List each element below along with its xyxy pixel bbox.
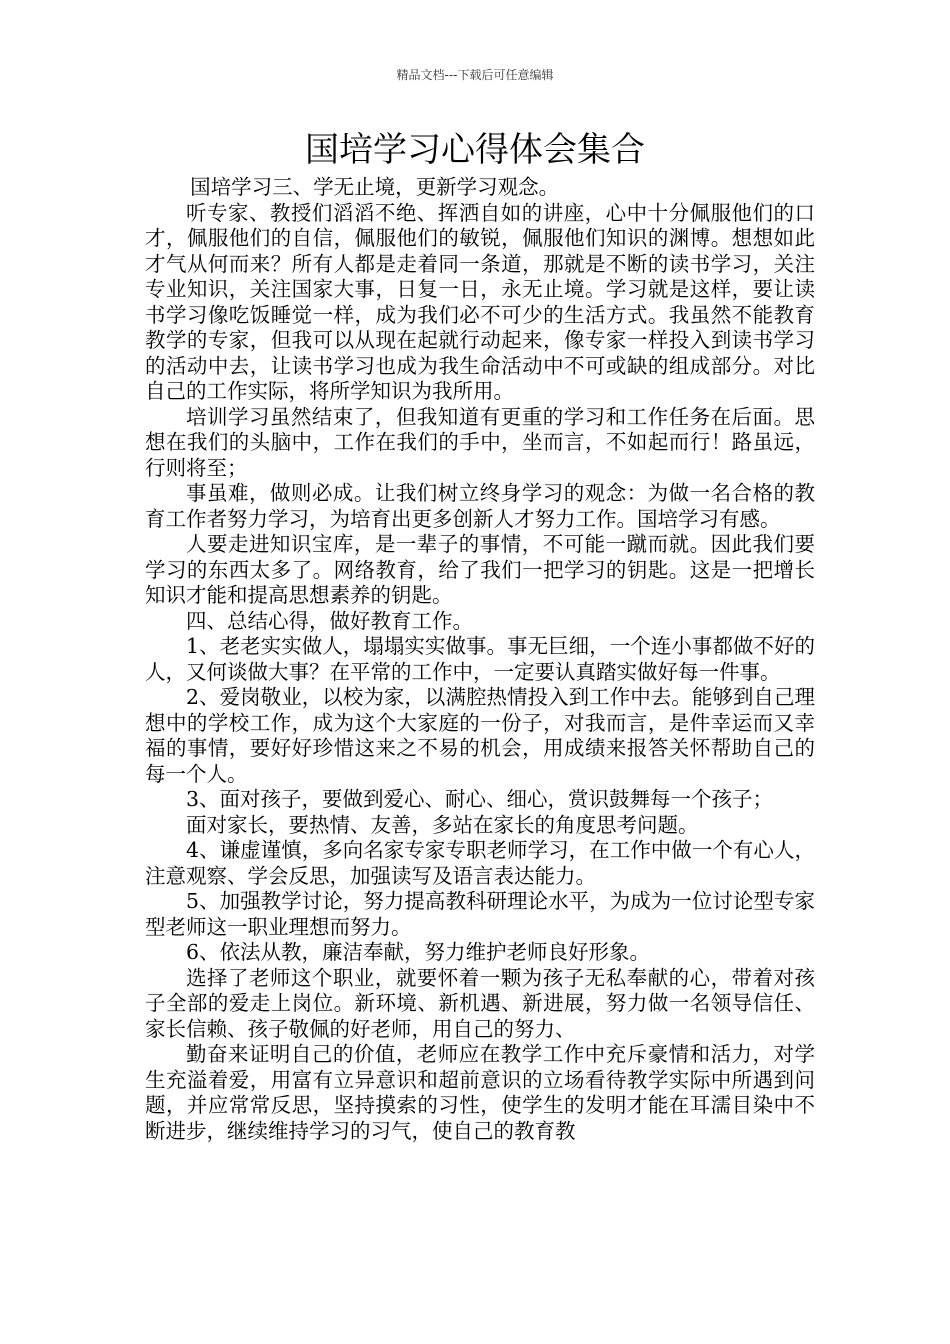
paragraph: 6、依法从教，廉洁奉献，努力维护老师良好形象。 <box>186 940 651 964</box>
document-body <box>145 175 815 1144</box>
paragraph: 面对家长，要热情、友善，多站在家长的角度思考问题。 <box>186 812 699 837</box>
paragraph: 勤奋来证明自己的价值，老师应在教学工作中充斥豪情和活力，对学生充溢着爱，用富有立异意识和超前意识的立场看待教学实际中所遇到问题，并应常常反思，坚持摸索的习性，使学生的发明才能在耳濡目染中不断进步，继续维持学习的习气，使自己的教育教 <box>145 1042 815 1143</box>
paragraph: 国培学习三、学无止境，更新学习观念。 <box>190 175 560 199</box>
paragraph: 5、加强教学讨论，努力提高教科研理论水平，为成为一位讨论型专家型老师这一职业理想而努力。 <box>145 889 815 939</box>
header-note: 精品文档---下载后可任意编辑 <box>396 68 554 82</box>
paragraph: 4、谦虚谨慎，多向名家专家专职老师学习，在工作中做一个有心人，注意观察、学会反思，加强读写及语言表达能力。 <box>145 838 815 888</box>
paragraph: 2、爱岗敬业，以校为家，以满腔热情投入到工作中去。能够到自己理想中的学校工作，成为这个大家庭的一份子，对我而言，是件幸运而又幸福的事情，要好好珍惜这来之不易的机会，用成绩来报答关怀帮助自己的每一个人。 <box>145 685 815 786</box>
paragraph: 人要走进知识宝库，是一辈子的事情，不可能一蹴而就。因此我们要学习的东西太多了。网络教育，给了我们一把学习的钥匙。这是一把增长知识才能和提高思想素养的钥匙。 <box>145 532 815 607</box>
paragraph: 事虽难，做则必成。让我们树立终身学习的观念：为做一名合格的教育工作者努力学习，为培育出更多创新人才努力工作。国培学习有感。 <box>145 481 815 531</box>
paragraph: 培训学习虽然结束了，但我知道有更重的学习和工作任务在后面。思想在我们的头脑中，工作在我们的手中，坐而言，不如起而行！路虽远，行则将至； <box>145 404 815 480</box>
paragraph: 四、总结心得，做好教育工作。 <box>186 608 473 633</box>
document-title: 国培学习心得体会集合 <box>305 130 645 170</box>
paragraph: 选择了老师这个职业，就要怀着一颗为孩子无私奉献的心，带着对孩子全部的爱走上岗位。新环境、新机遇、新进展，努力做一名领导信任、家长信赖、孩子敬佩的好老师，用自己的努力、 <box>145 965 815 1041</box>
paragraph: 1、老老实实做人，塌塌实实做事。事无巨细，一个连小事都做不好的人，又何谈做大事？在平常的工作中，一定要认真踏实做好每一件事。 <box>145 634 815 684</box>
paragraph: 听专家、教授们滔滔不绝、挥洒自如的讲座，心中十分佩服他们的口才，佩服他们的自信，佩服他们的敏锐，佩服他们知识的渊博。想想如此才气从何而来？所有人都是走着同一条道，那就是不断的读书学习，关注专业知识，关注国家大事，日复一日，永无止境。学习就是这样，要让读书学习像吃饭睡觉一样，成为我们必不可少的生活方式。我虽然不能教育教学的专家，但我可以从现在起就行动起来，像专家一样投入到读书学习的活动中去，让读书学习也成为我生命活动中不可或缺的组成部分。对比自己的工作实际，将所学知识为我所用。 <box>145 200 815 403</box>
paragraph: 3、面对孩子，要做到爱心、耐心、细心，赏识鼓舞每一个孩子； <box>186 787 774 811</box>
